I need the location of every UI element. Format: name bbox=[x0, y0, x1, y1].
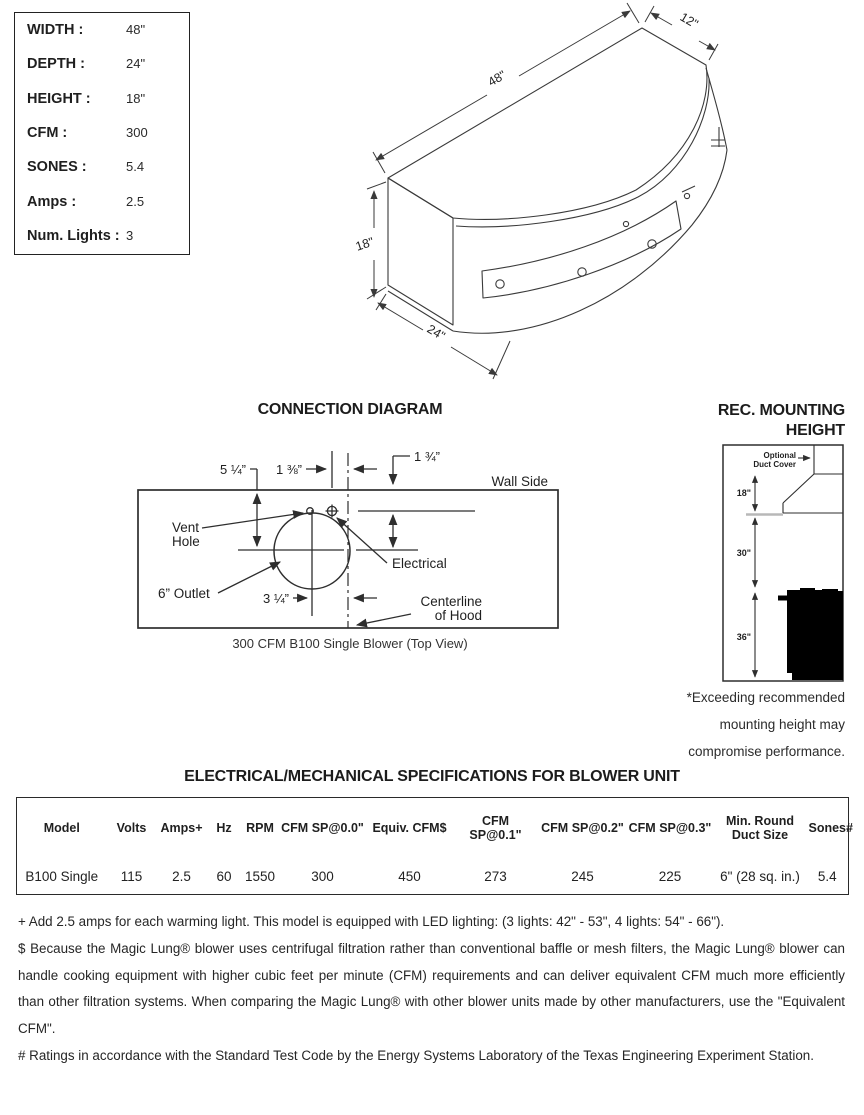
cell-cfm-sp02: 245 bbox=[571, 868, 594, 884]
mounting-height-diagram bbox=[718, 443, 845, 683]
spec-row bbox=[27, 91, 189, 107]
isometric-hood-drawing bbox=[330, 0, 864, 390]
connection-diagram-caption: 300 CFM B100 Single Blower (Top View) bbox=[232, 636, 468, 651]
spec-label: WIDTH : bbox=[27, 22, 84, 38]
spec-label: CFM : bbox=[27, 124, 68, 141]
col-volts: Volts bbox=[116, 821, 147, 835]
centerline-label: Centerline bbox=[420, 594, 482, 609]
table-row bbox=[17, 858, 849, 895]
dim-3-1-4-label: 3 ¼” bbox=[262, 591, 289, 606]
spec-row bbox=[27, 159, 189, 175]
cell-amps: 2.5 bbox=[172, 868, 191, 884]
duct-cover-label: Optional bbox=[763, 451, 796, 460]
col-hz: Hz bbox=[216, 821, 232, 835]
dim-1-3-4-label: 1 ¾” bbox=[414, 449, 441, 464]
spec-value: 5.4 bbox=[126, 159, 145, 175]
spec-label: Amps : bbox=[27, 193, 77, 210]
cell-equiv-cfm: 450 bbox=[398, 868, 421, 884]
spec-value: 2.5 bbox=[126, 193, 145, 209]
connection-diagram bbox=[130, 446, 570, 658]
spec-row bbox=[27, 194, 189, 210]
centerline-label-2: of Hood bbox=[434, 608, 482, 623]
cell-rpm: 1550 bbox=[244, 868, 276, 884]
spec-value: 300 bbox=[126, 124, 148, 140]
mounting-height-note bbox=[640, 684, 845, 765]
blower-spec-table bbox=[16, 797, 853, 895]
footnote-plus: + Add 2.5 amps for each warming light. This model is equipped with LED lighting: (3 lights: 42" - 53", 4 lights: 54" - 66"). bbox=[18, 914, 725, 929]
cell-cfm-sp00: 300 bbox=[311, 868, 334, 884]
cell-model: B100 Single bbox=[25, 868, 99, 884]
note-line: *Exceeding recommended bbox=[686, 690, 845, 705]
cell-sones: 5.4 bbox=[817, 868, 837, 884]
spec-table-title: ELECTRICAL/MECHANICAL SPECIFICATIONS FOR BLOWER UNIT bbox=[184, 768, 680, 785]
col-amps: Amps+ bbox=[160, 821, 203, 835]
col-cfm-sp00: CFM SP@0.0" bbox=[281, 821, 364, 835]
spec-label: Num. Lights : bbox=[27, 227, 120, 244]
spec-value: 48" bbox=[126, 22, 146, 37]
col-cfm-sp01: CFM SP@0.1" bbox=[469, 814, 522, 842]
iso-dimensions bbox=[367, 3, 718, 379]
iso-dim-height-label: 18" bbox=[353, 234, 376, 254]
mounting-title-line2: HEIGHT bbox=[785, 422, 845, 439]
col-sones: Sones# bbox=[808, 821, 853, 835]
footnotes bbox=[18, 909, 845, 1070]
spec-row bbox=[27, 125, 189, 141]
cell-cfm-sp01: 273 bbox=[484, 868, 507, 884]
range-silhouette bbox=[778, 588, 843, 680]
connection-labels bbox=[158, 449, 548, 623]
col-rpm: RPM bbox=[246, 821, 274, 835]
spec-row bbox=[27, 56, 189, 72]
dim-18-label: 18" bbox=[736, 488, 751, 498]
iso-dim-right-label: 12" bbox=[677, 9, 701, 32]
wall-side-label: Wall Side bbox=[491, 474, 548, 489]
col-duct-size: Min. Round Duct Size bbox=[725, 814, 795, 842]
spec-value: 24" bbox=[126, 56, 146, 72]
col-cfm-sp03: CFM SP@0.3" bbox=[628, 821, 712, 835]
connection-diagram-title: CONNECTION DIAGRAM bbox=[257, 401, 443, 418]
spec-value: 3 bbox=[126, 227, 134, 243]
dim-1-3-8-label: 1 ⅜” bbox=[275, 462, 302, 477]
spec-value: 18" bbox=[126, 90, 146, 106]
iso-dim-width-label: 48" bbox=[485, 67, 509, 90]
cell-duct-size: 6" (28 sq. in.) bbox=[720, 868, 800, 884]
cell-volts: 115 bbox=[120, 868, 143, 884]
outlet-label: 6” Outlet bbox=[158, 586, 210, 601]
electrical-label: Electrical bbox=[392, 556, 447, 571]
duct-cover-label-2: Duct Cover bbox=[753, 460, 796, 469]
hood-outline bbox=[388, 28, 727, 333]
spec-label: SONES : bbox=[27, 159, 87, 176]
iso-dimension-labels bbox=[354, 10, 701, 343]
mounting-title-line1: REC. MOUNTING bbox=[717, 402, 845, 419]
note-line: mounting height may bbox=[719, 717, 845, 732]
vent-hole-label-2: Hole bbox=[172, 534, 200, 549]
spec-row bbox=[27, 228, 189, 244]
vent-hole-label: Vent bbox=[172, 520, 200, 535]
spec-label: DEPTH : bbox=[27, 56, 85, 73]
dimensions-spec-box bbox=[14, 12, 190, 255]
cell-hz: 60 bbox=[216, 868, 232, 884]
spec-table bbox=[16, 797, 853, 895]
col-model: Model bbox=[43, 821, 80, 835]
col-cfm-sp02: CFM SP@0.2" bbox=[541, 821, 624, 835]
spec-row bbox=[27, 22, 189, 38]
footnote-hash: # Ratings in accordance with the Standard Test Code by the Energy Systems Laboratory of the Texas Engineering Experiment Station. bbox=[18, 1047, 814, 1063]
mounting-height-title bbox=[690, 401, 845, 441]
dim-36-label: 36" bbox=[736, 632, 751, 642]
cell-cfm-sp03: 225 bbox=[658, 868, 682, 884]
footnote-dollar: $ Because the Magic Lung® blower uses centrifugal filtration rather than conventional baffle or mesh filters, the Magic Lung® blower can handle cooking equipment with higher cubic feet per minute (CFM) requirements and can deliver equivalent CFM much more efficiently than other filtration systems. When comparing the Magic Lung® with other blower units made by other manufacturers, use the "Equivalent CFM". bbox=[18, 940, 845, 1037]
spec-label: HEIGHT : bbox=[27, 90, 91, 107]
col-equiv-cfm: Equiv. CFM$ bbox=[372, 821, 447, 835]
note-line: compromise performance. bbox=[688, 744, 845, 759]
dim-30-label: 30" bbox=[736, 548, 751, 558]
table-header-row bbox=[17, 798, 849, 859]
iso-dim-depth-label: 24" bbox=[424, 321, 448, 344]
dim-5-1-4-label: 5 ¼” bbox=[219, 462, 246, 477]
